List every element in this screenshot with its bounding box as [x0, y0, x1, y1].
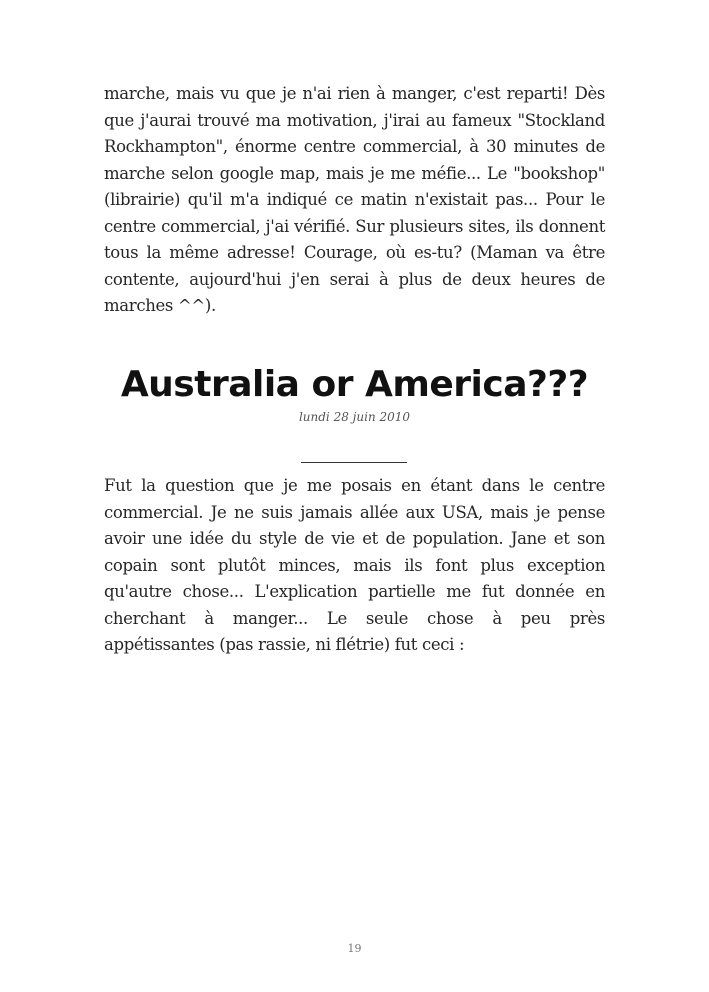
- post-title: Australia or America???: [120, 364, 589, 405]
- post-date: lundi 28 juin 2010: [298, 410, 411, 424]
- page-number: 19: [347, 942, 362, 955]
- title-separator-line: [301, 462, 407, 463]
- article-continuation-paragraph: marche, mais vu que je n'ai rien à manger, c'est reparti! Dès que j'aurai trouvé ma motivation, j'irai au fameux "Stockland Rockhampton", énorme centre commercial, à 30 minutes de marche selon google map, mais je me méfie... Le "bookshop" (librairie) qu'il m'a indiqué ce matin n'existait pas... Pour le centre commercial, j'ai vérifié. Sur plusieurs sites, ils donnent tous la même adresse! Courage, où es-tu? (Maman va être contente, aujourd'hui j'en serai à plus de deux heures de marches ^^).: [104, 84, 605, 315]
- post-body-paragraph: Fut la question que je me posais en étant dans le centre commercial. Je ne suis jamais allée aux USA, mais je pense avoir une idée du style de vie et de population. Jane et son copain sont plutôt minces, mais ils font plus exception qu'autre chose... L'explication partielle me fut donnée en cherchant à manger... Le seule chose à peu près appétissantes (pas rassie, ni flétrie) fut ceci :: [104, 476, 605, 654]
